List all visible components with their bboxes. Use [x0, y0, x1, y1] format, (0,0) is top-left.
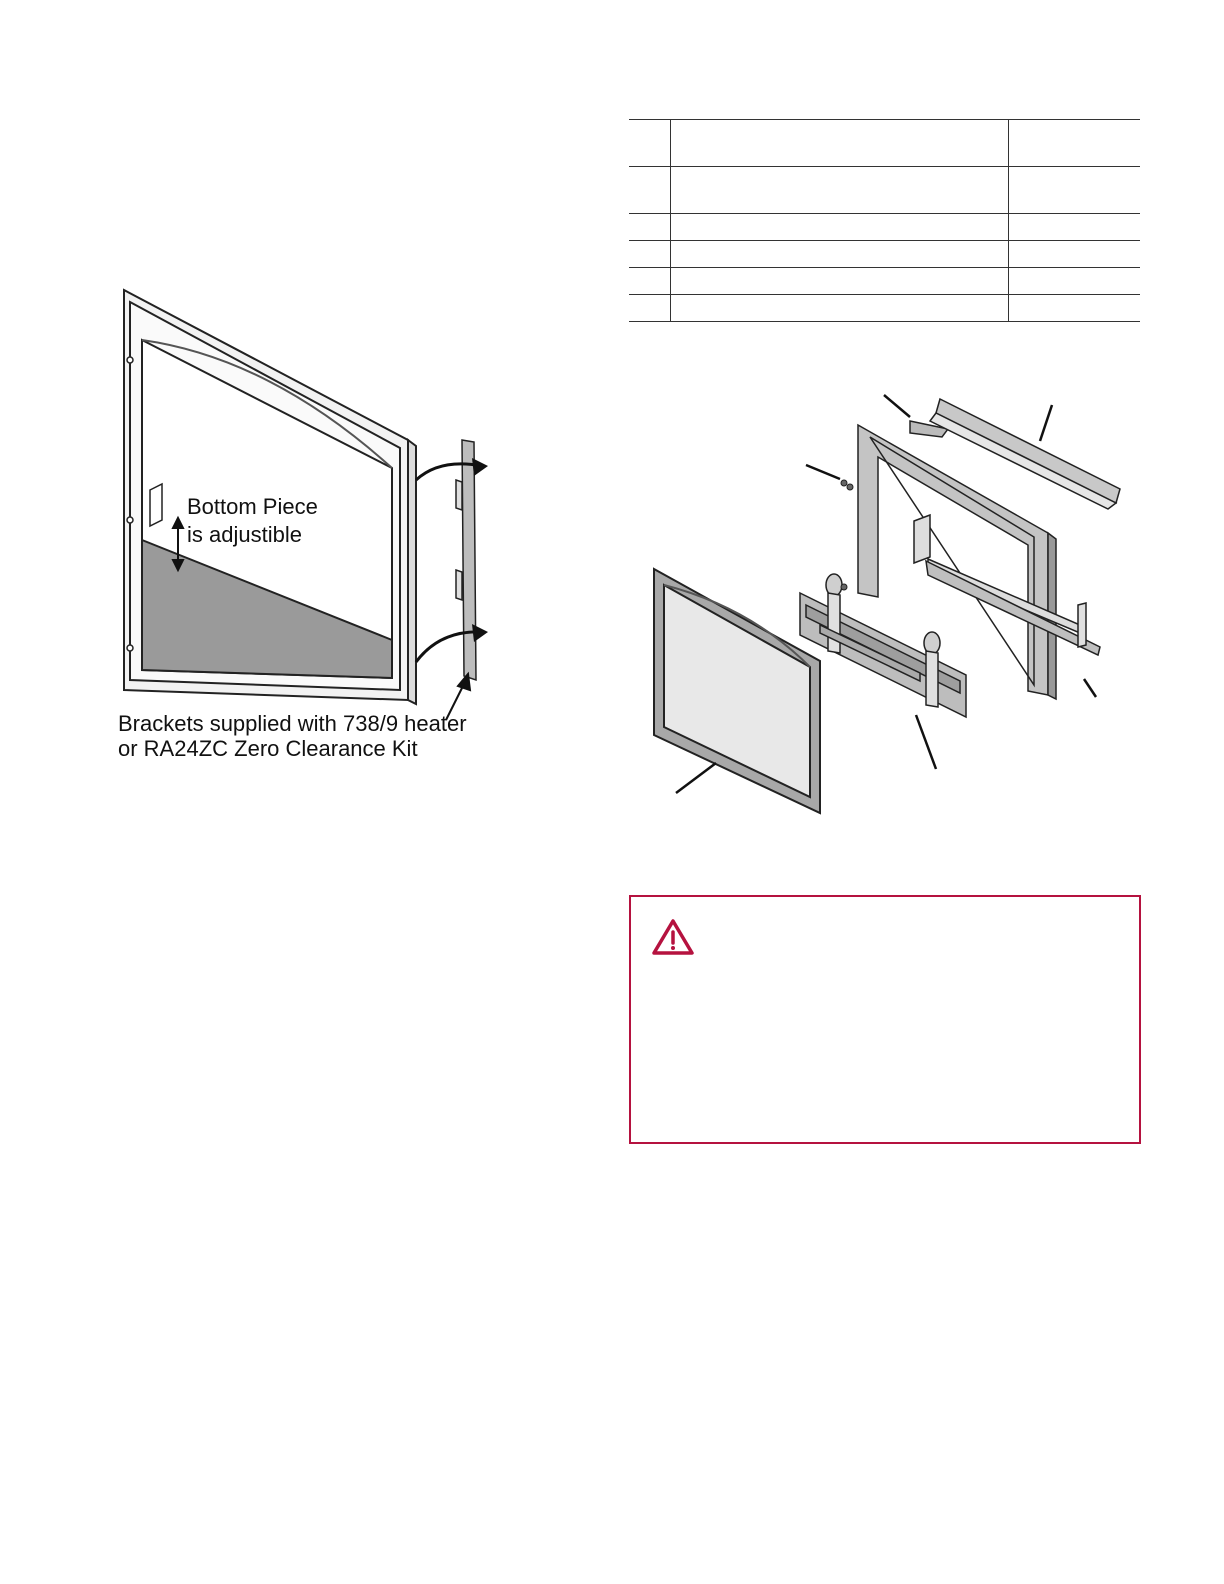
- warning-box: [629, 895, 1141, 1144]
- table-row: [629, 268, 1140, 295]
- log-grate: [800, 574, 966, 717]
- table-row: [629, 120, 1140, 167]
- warning-triangle-icon: [651, 917, 695, 957]
- table-row: [629, 167, 1140, 214]
- table-row: [629, 241, 1140, 268]
- liner: [914, 515, 1100, 655]
- bottom-piece-label-line2: is adjustible: [187, 522, 302, 547]
- bracket-caption-line2: or RA24ZC Zero Clearance Kit: [118, 736, 418, 761]
- screw-hardware: [841, 480, 853, 590]
- exploded-view-figure: [630, 385, 1150, 815]
- bottom-piece-label-line1: Bottom Piece: [187, 494, 318, 519]
- bracket-caption-line1: Brackets supplied with 738/9 heater: [118, 711, 467, 736]
- parts-table: [629, 119, 1140, 322]
- table-row: [629, 295, 1140, 322]
- bracket: [456, 440, 476, 680]
- front-panel-figure: [110, 280, 530, 780]
- table-row: [629, 214, 1140, 241]
- screen-panel: [654, 569, 820, 813]
